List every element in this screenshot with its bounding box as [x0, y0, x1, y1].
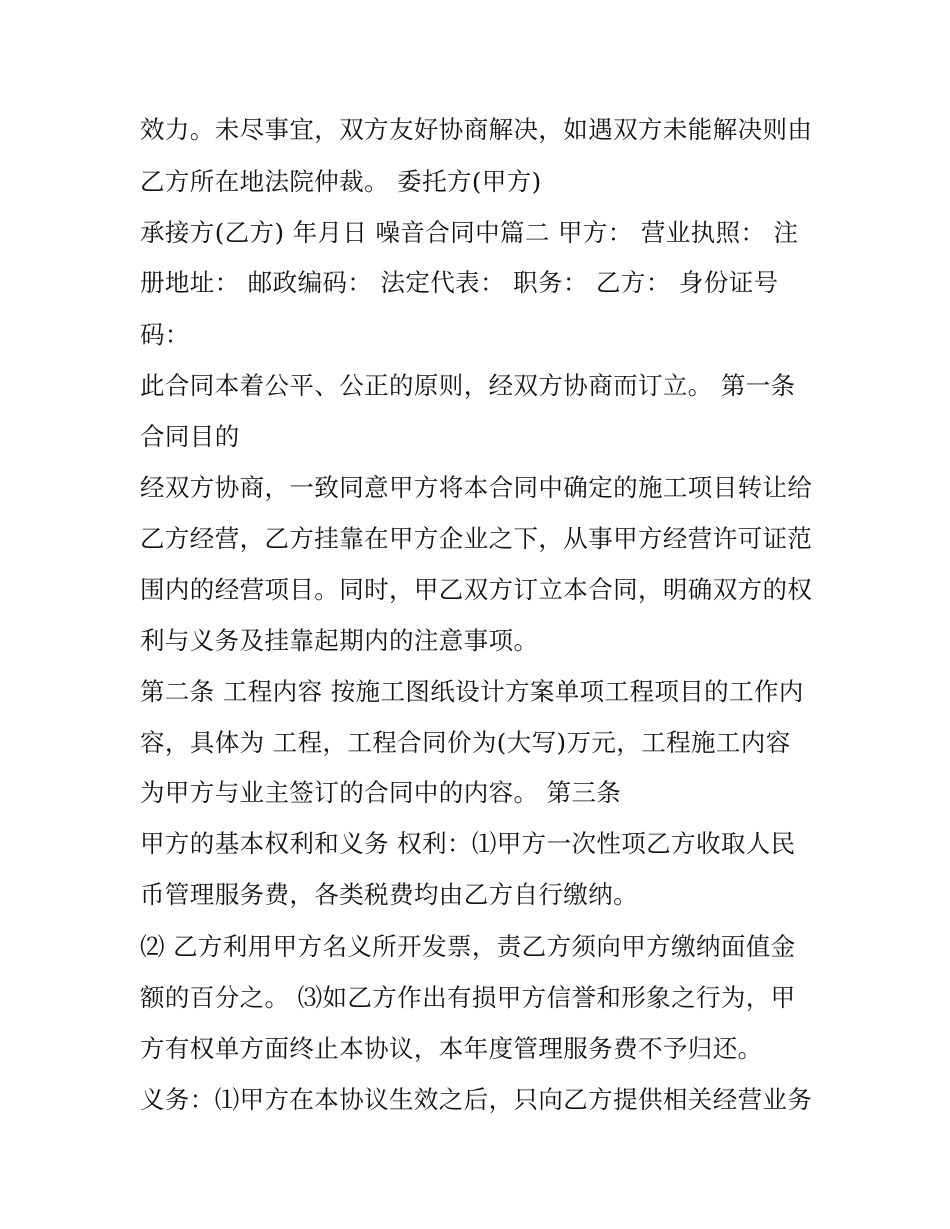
text-line: 效力。未尽事宜，双方友好协商解决，如遇双方未能解决则由 — [140, 115, 813, 144]
text-line: 币管理服务费，各类税费均由乙方自行缴纳。 — [140, 880, 638, 909]
text-line: 甲方的基本权利和义务 权利：⑴甲方一次性项乙方收取人民 — [140, 829, 796, 858]
text-line: 围内的经营项目。同时，甲乙双方订立本合同，明确双方的权 — [140, 575, 813, 604]
text-line: 合同目的 — [140, 422, 240, 451]
text-line: 乙方经营，乙方挂靠在甲方企业之下，从事甲方经营许可证范 — [140, 524, 813, 553]
text-line: 承接方(乙方) 年月日 噪音合同中篇二 甲方： 营业执照： 注 — [140, 218, 799, 247]
text-line: 第二条 工程内容 按施工图纸设计方案单项工程项目的工作内 — [140, 677, 804, 706]
text-line: 经双方协商，一致同意甲方将本合同中确定的施工项目转让给 — [140, 473, 813, 502]
text-line: 册地址： 邮政编码： 法定代表： 职务： 乙方： 身份证号 — [140, 268, 779, 297]
text-line: 额的百分之。 ⑶如乙方作出有损甲方信誉和形象之行为，甲 — [140, 983, 796, 1012]
text-line: 义务：⑴甲方在本协议生效之后，只向乙方提供相关经营业务 — [140, 1085, 813, 1114]
text-line: 为甲方与业主签订的合同中的内容。 第三条 — [140, 778, 622, 807]
text-line: 此合同本着公平、公正的原则，经双方协商而订立。 第一条 — [140, 371, 796, 400]
text-line: 利与义务及挂靠起期内的注意事项。 — [140, 626, 539, 655]
text-line: 码： — [140, 320, 190, 349]
text-line: 容，具体为 工程，工程合同价为(大写)万元，工程施工内容 — [140, 728, 791, 757]
text-line: 乙方所在地法院仲裁。 委托方(甲方) — [140, 167, 542, 196]
text-line: 方有权单方面终止本协议，本年度管理服务费不予归还。 — [140, 1034, 763, 1063]
text-line: ⑵ 乙方利用甲方名义所开发票，责乙方须向甲方缴纳面值金 — [140, 932, 796, 961]
